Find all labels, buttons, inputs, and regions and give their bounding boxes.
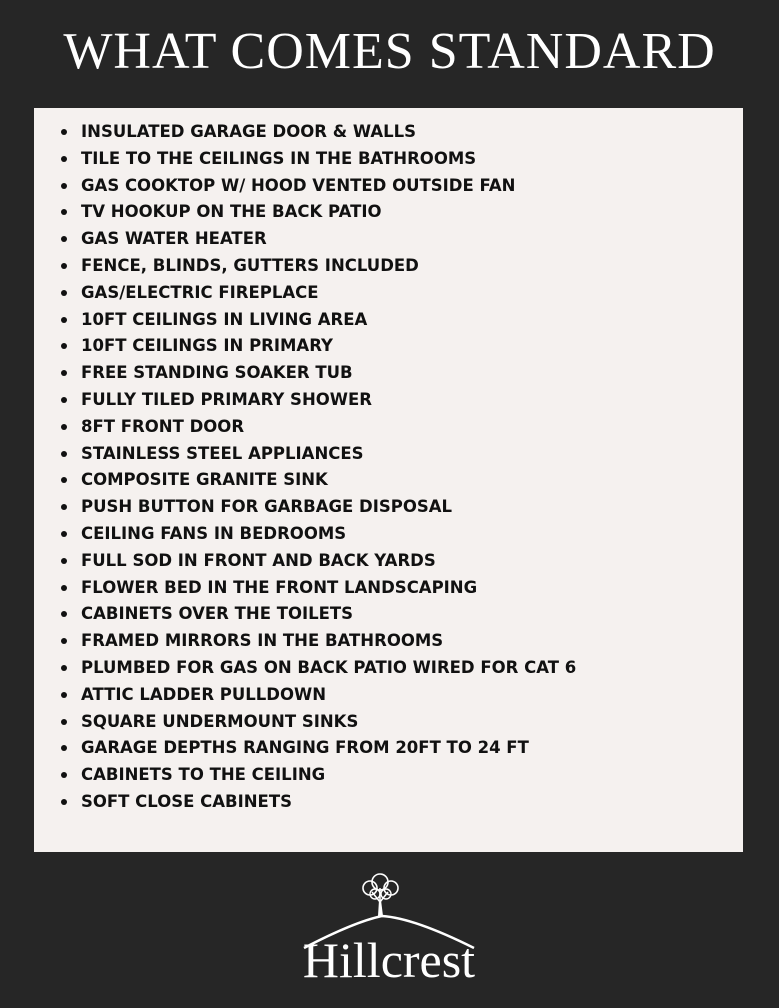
feature-item <box>58 389 576 416</box>
feature-item <box>58 335 576 362</box>
feature-label: STAINLESS STEEL APPLIANCES <box>81 443 364 463</box>
bullet-icon <box>61 772 67 778</box>
feature-label: PLUMBED FOR GAS ON BACK PATIO WIRED FOR CAT 6 <box>81 657 577 677</box>
feature-item <box>58 282 576 309</box>
feature-label: GAS/ELECTRIC FIREPLACE <box>81 282 319 302</box>
feature-item <box>58 737 576 764</box>
bullet-icon <box>61 451 67 457</box>
feature-label: PUSH BUTTON FOR GARBAGE DISPOSAL <box>81 497 453 517</box>
feature-item <box>58 550 576 577</box>
features-list <box>58 121 576 818</box>
bullet-icon <box>61 477 67 483</box>
feature-label: FULLY TILED PRIMARY SHOWER <box>81 389 372 409</box>
feature-item <box>58 309 576 336</box>
bullet-icon <box>61 343 67 349</box>
feature-label: COMPOSITE GRANITE SINK <box>81 470 328 490</box>
feature-item <box>58 657 576 684</box>
page-title: WHAT COMES STANDARD <box>63 23 716 80</box>
feature-item <box>58 577 576 604</box>
feature-item <box>58 496 576 523</box>
bullet-icon <box>61 611 67 617</box>
bullet-icon <box>61 745 67 751</box>
feature-label: CEILING FANS IN BEDROOMS <box>81 523 347 543</box>
bullet-icon <box>61 558 67 564</box>
feature-item <box>58 791 576 818</box>
feature-item <box>58 469 576 496</box>
feature-item <box>58 523 576 550</box>
feature-label: SQUARE UNDERMOUNT SINKS <box>81 711 359 731</box>
bullet-icon <box>61 531 67 537</box>
bullet-icon <box>61 129 67 135</box>
bullet-icon <box>61 719 67 725</box>
feature-label: GARAGE DEPTHS RANGING FROM 20FT TO 24 FT <box>81 738 529 758</box>
feature-item <box>58 148 576 175</box>
feature-label: CABINETS TO THE CEILING <box>81 765 326 785</box>
feature-item <box>58 764 576 791</box>
feature-item <box>58 711 576 738</box>
bullet-icon <box>61 156 67 162</box>
bullet-icon <box>61 370 67 376</box>
feature-label: FULL SOD IN FRONT AND BACK YARDS <box>81 550 436 570</box>
bullet-icon <box>61 209 67 215</box>
bullet-icon <box>61 183 67 189</box>
brand-name: Hillcrest <box>302 932 476 988</box>
bullet-icon <box>61 424 67 430</box>
feature-item <box>58 416 576 443</box>
feature-label: FLOWER BED IN THE FRONT LANDSCAPING <box>81 577 478 597</box>
feature-label: INSULATED GARAGE DOOR & WALLS <box>81 122 417 141</box>
brand-logo <box>264 870 514 995</box>
feature-item <box>58 684 576 711</box>
feature-label: 10FT CEILINGS IN PRIMARY <box>81 336 333 356</box>
features-panel <box>34 108 743 852</box>
feature-label: TV HOOKUP ON THE BACK PATIO <box>81 202 382 222</box>
bullet-icon <box>61 665 67 671</box>
feature-label: GAS COOKTOP W/ HOOD VENTED OUTSIDE FAN <box>81 175 516 195</box>
feature-item <box>58 255 576 282</box>
feature-item <box>58 443 576 470</box>
feature-item <box>58 201 576 228</box>
bullet-icon <box>61 290 67 296</box>
feature-label: FENCE, BLINDS, GUTTERS INCLUDED <box>81 255 419 275</box>
bullet-icon <box>61 504 67 510</box>
bullet-icon <box>61 317 67 323</box>
feature-label: 10FT CEILINGS IN LIVING AREA <box>81 309 368 329</box>
bullet-icon <box>61 397 67 403</box>
feature-item <box>58 603 576 630</box>
bullet-icon <box>61 263 67 269</box>
feature-label: FREE STANDING SOAKER TUB <box>81 363 353 383</box>
feature-label: TILE TO THE CEILINGS IN THE BATHROOMS <box>81 148 477 168</box>
feature-label: 8FT FRONT DOOR <box>81 416 245 436</box>
bullet-icon <box>61 236 67 242</box>
bullet-icon <box>61 638 67 644</box>
bullet-icon <box>61 585 67 591</box>
feature-item <box>58 630 576 657</box>
bullet-icon <box>61 799 67 805</box>
feature-item <box>58 175 576 202</box>
bullet-icon <box>61 692 67 698</box>
feature-item <box>58 362 576 389</box>
feature-label: CABINETS OVER THE TOILETS <box>81 604 354 624</box>
feature-label: ATTIC LADDER PULLDOWN <box>81 684 327 704</box>
feature-label: FRAMED MIRRORS IN THE BATHROOMS <box>81 631 444 651</box>
feature-item <box>58 228 576 255</box>
feature-label: SOFT CLOSE CABINETS <box>81 791 292 811</box>
feature-label: GAS WATER HEATER <box>81 229 267 249</box>
feature-item <box>58 121 576 148</box>
